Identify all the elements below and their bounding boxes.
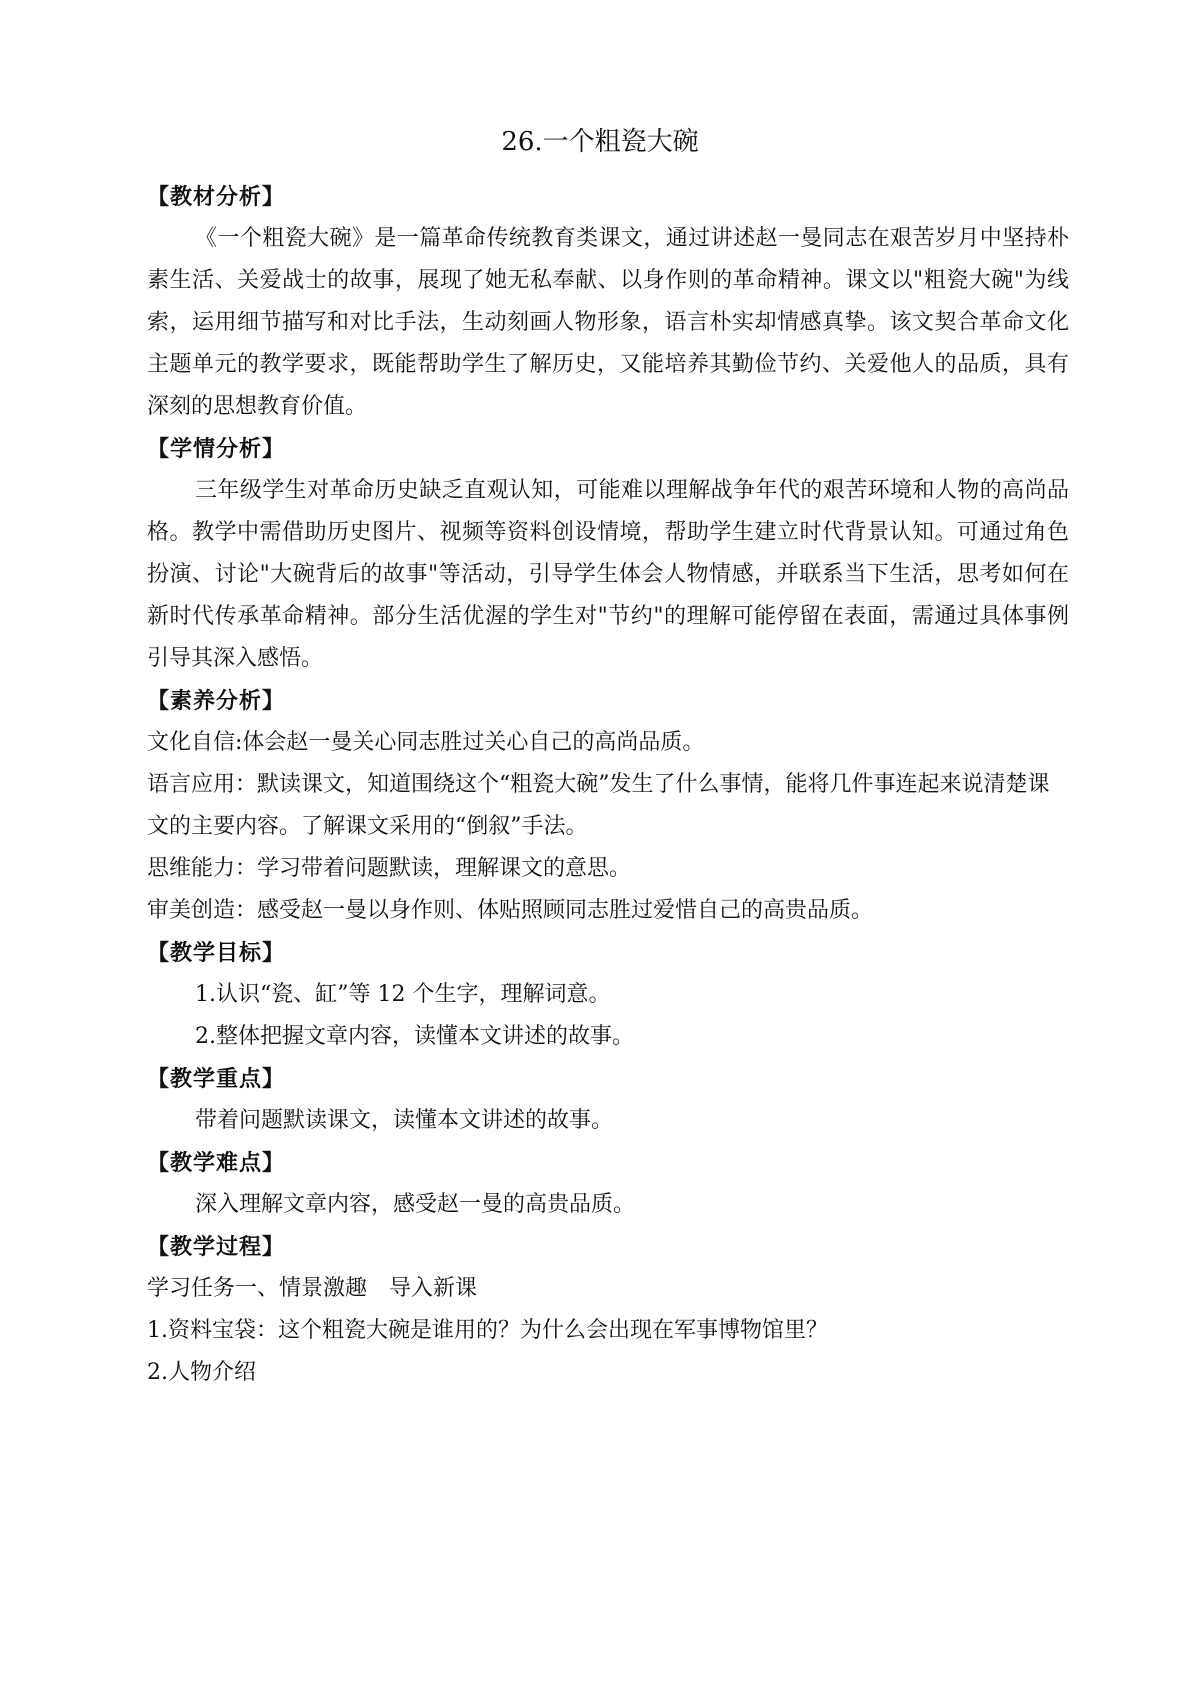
process-item: 学习任务一、情景激趣 导入新课 [147, 1276, 478, 1301]
section-heading-difficulty: 【教学难点】 [147, 1150, 286, 1176]
document-body [147, 176, 1069, 1394]
section-heading-students: 【学情分析】 [147, 436, 286, 462]
section-heading-literacy: 【素养分析】 [147, 688, 286, 714]
section-heading-process: 【教学过程】 [147, 1234, 286, 1260]
literacy-item: 思维能力：学习带着问题默读，理解课文的意思。 [147, 856, 632, 881]
section-heading-textbook: 【教材分析】 [147, 184, 286, 210]
literacy-item: 语言应用：默读课文，知道围绕这个“粗瓷大碗”发生了什么事情，能将几件事连起来说清楚课文的主要内容。了解课文采用的“倒叙”手法。 [147, 772, 1050, 839]
process-item: 1.资料宝袋：这个粗瓷大碗是谁用的？为什么会出现在军事博物馆里？ [147, 1318, 828, 1343]
goal-item: 1.认识“瓷、缸”等 12 个生字，理解词意。 [195, 982, 611, 1007]
section-heading-key-point: 【教学重点】 [147, 1066, 286, 1092]
key-point-text: 带着问题默读课文，读懂本文讲述的故事。 [195, 1108, 614, 1133]
literacy-item: 审美创造：感受赵一曼以身作则、体贴照顾同志胜过爱惜自己的高贵品质。 [147, 898, 874, 923]
difficulty-text: 深入理解文章内容，感受赵一曼的高贵品质。 [195, 1192, 636, 1217]
literacy-item: 文化自信:体会赵一曼关心同志胜过关心自己的高尚品质。 [147, 730, 705, 755]
goal-item: 2.整体把握文章内容，读懂本文讲述的故事。 [195, 1024, 634, 1049]
document-title: 26.一个粗瓷大碗 [501, 127, 699, 157]
process-item: 2.人物介绍 [147, 1360, 256, 1385]
section-heading-goals: 【教学目标】 [147, 940, 286, 966]
textbook-analysis-paragraph: 《一个粗瓷大碗》是一篇革命传统教育类课文，通过讲述赵一曼同志在艰苦岁月中坚持朴素生活、关爱战士的故事，展现了她无私奉献、以身作则的革命精神。课文以"粗瓷大碗"为线索，运用细节描写和对比手法，生动刻画人物形象，语言朴实却情感真挚。该文契合革命文化主题单元的教学要求，既能帮助学生了解历史，又能培养其勤俭节约、关爱他人的品质，具有深刻的思想教育价值。 [147, 226, 1069, 419]
student-analysis-paragraph: 三年级学生对革命历史缺乏直观认知，可能难以理解战争年代的艰苦环境和人物的高尚品格。教学中需借助历史图片、视频等资料创设情境，帮助学生建立时代背景认知。可通过角色扮演、讨论"大碗背后的故事"等活动，引导学生体会人物情感，并联系当下生活，思考如何在新时代传承革命精神。部分生活优渥的学生对"节约"的理解可能停留在表面，需通过具体事例引导其深入感悟。 [147, 478, 1069, 671]
